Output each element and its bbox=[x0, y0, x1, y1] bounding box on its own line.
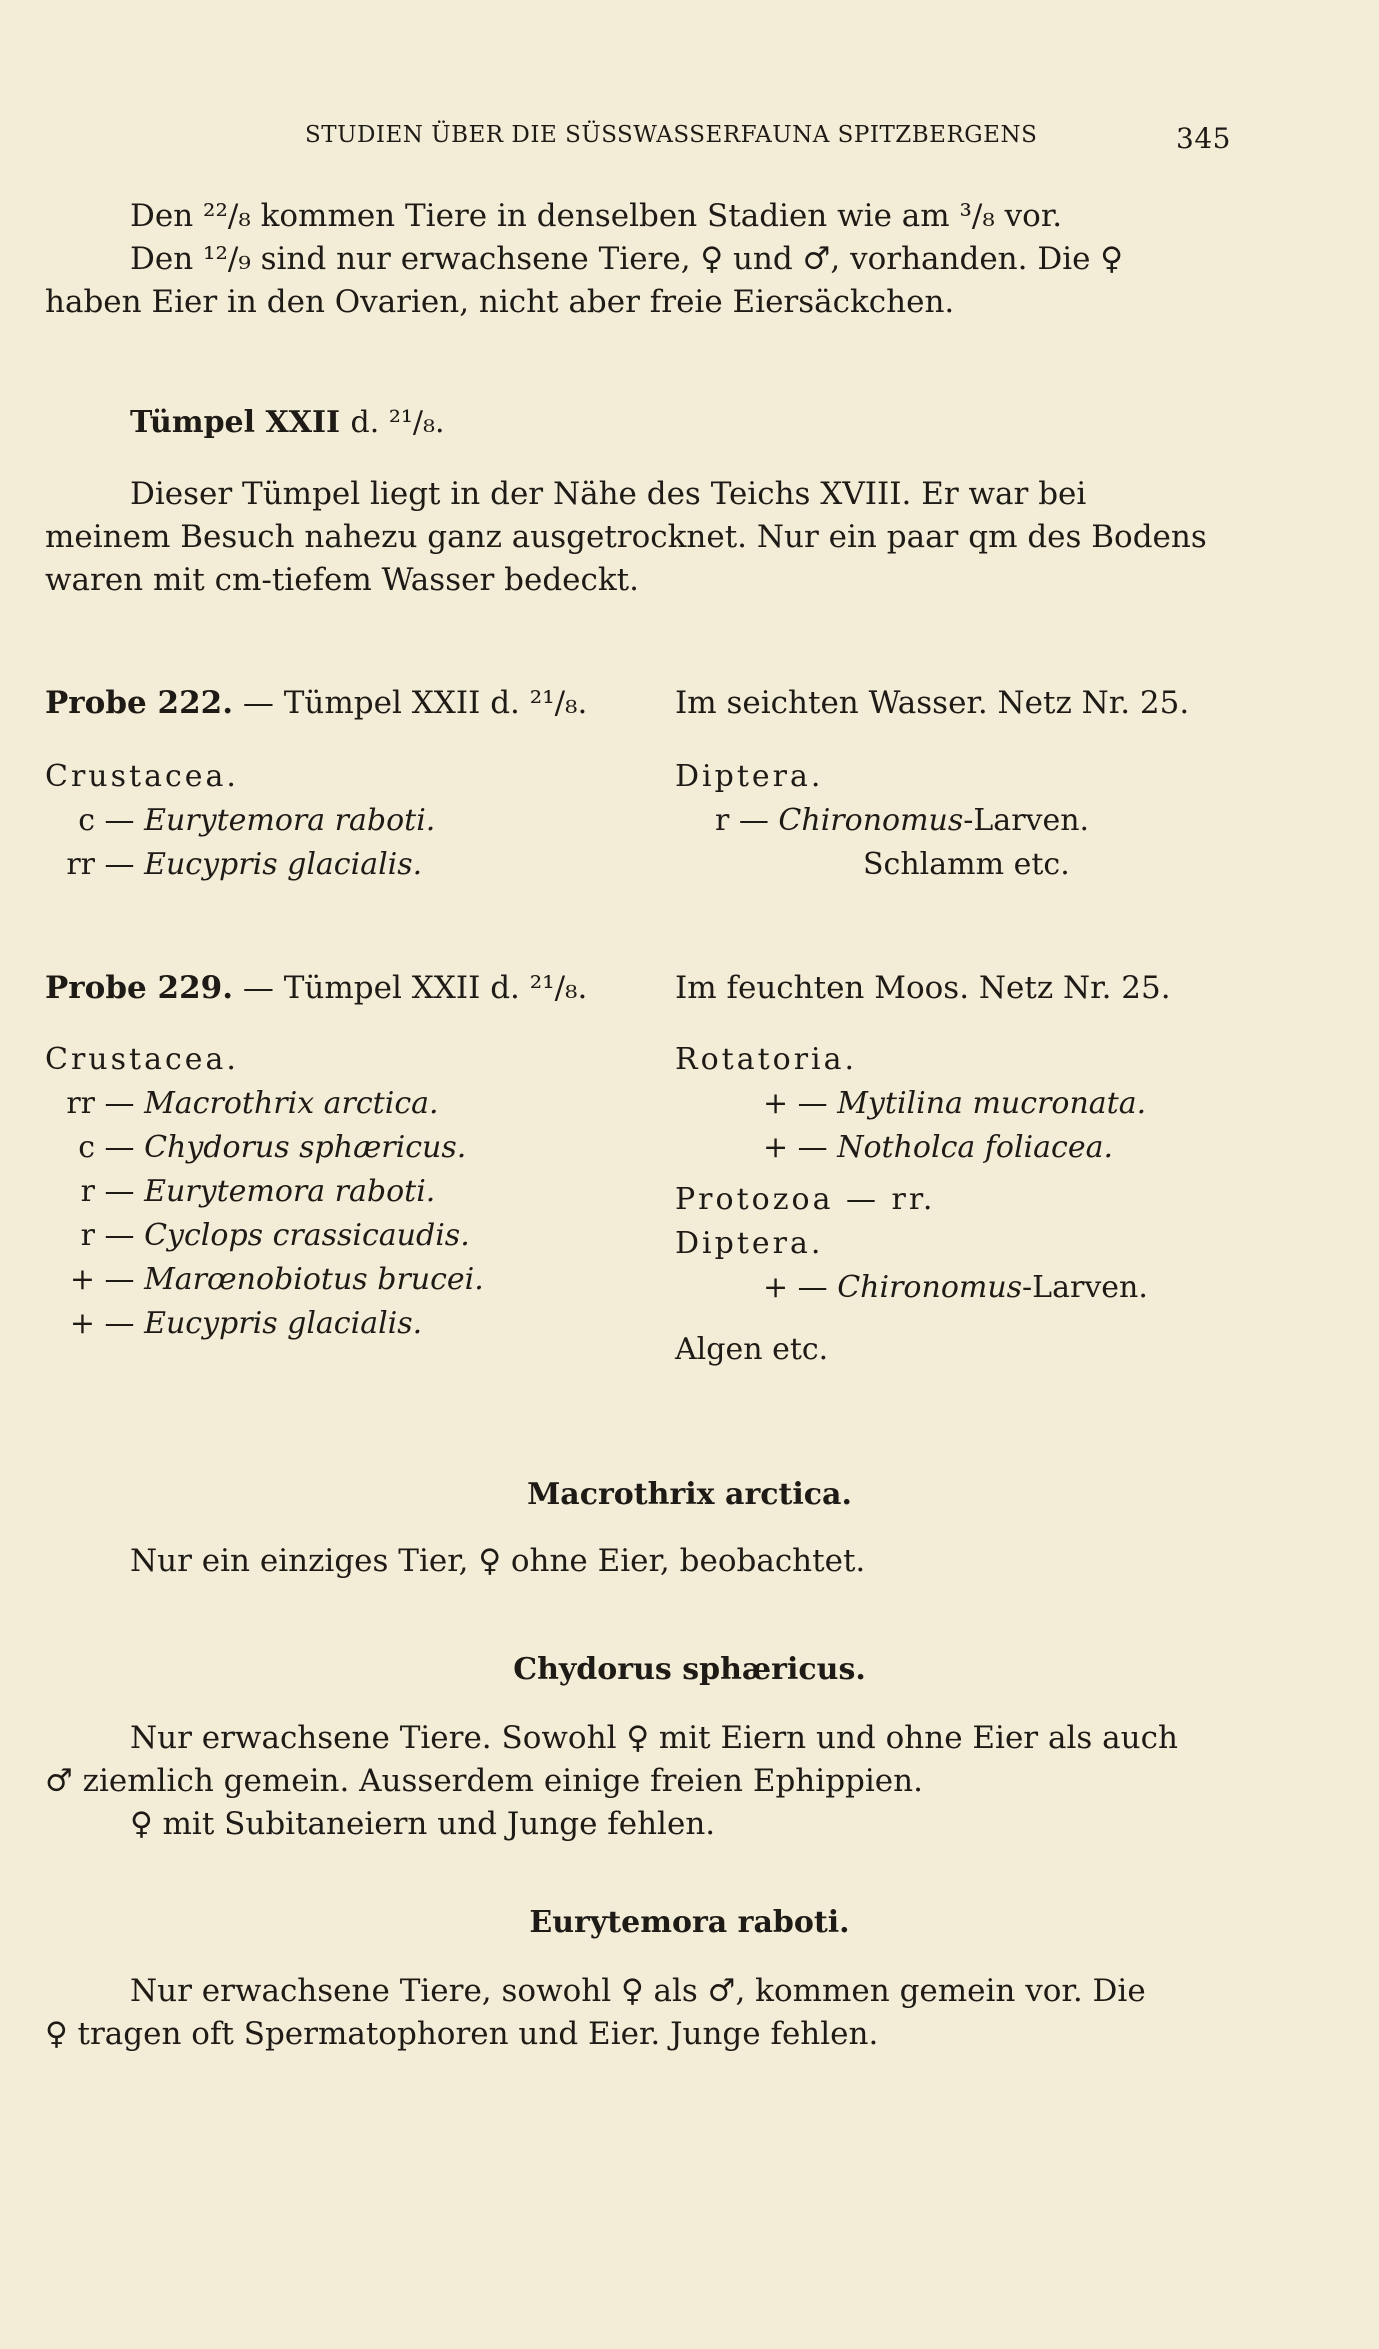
species-name: Eucypris glacialis. bbox=[144, 1306, 423, 1341]
species-name: Mytilina mucronata. bbox=[837, 1086, 1147, 1121]
abundance: rr bbox=[66, 1086, 95, 1121]
probe-229-crustacea-label: Crustacea. bbox=[45, 1042, 239, 1077]
pond-line-3: waren mit cm-tiefem Wasser bedeckt. bbox=[45, 562, 639, 598]
abundance: r bbox=[715, 803, 730, 838]
running-title: STUDIEN ÜBER DIE SÜSSWASSERFAUNA SPITZBERGENS bbox=[305, 122, 1038, 148]
species-suffix: -Larven. bbox=[963, 803, 1090, 838]
probe-222-desc: — Tümpel XXII d. ²¹/₈. bbox=[242, 685, 588, 721]
species-name: Eurytemora raboti. bbox=[144, 803, 436, 838]
page-number: 345 bbox=[1176, 122, 1231, 155]
species-name: Chironomus bbox=[778, 803, 964, 838]
intro-line-1: Den ²²/₈ kommen Tiere in denselben Stadien wie am ³/₈ vor. bbox=[130, 198, 1063, 234]
species-name: Eurytemora raboti. bbox=[144, 1174, 436, 1209]
species-name: Macrothrix arctica. bbox=[144, 1086, 439, 1121]
probe-222-diptera-label: Diptera. bbox=[675, 759, 824, 794]
abundance: + bbox=[69, 1306, 95, 1341]
species-suffix: -Larven. bbox=[1022, 1270, 1148, 1305]
eurytemora-line-1: Nur erwachsene Tiere, sowohl ♀ als ♂, kommen gemein vor. Die bbox=[130, 1973, 1146, 2009]
probe-229-algen: Algen etc. bbox=[675, 1332, 829, 1367]
eurytemora-paragraph bbox=[45, 1970, 1230, 2056]
pond-line-2: meinem Besuch nahezu ganz ausgetrocknet. Nur ein paar qm des Bodens bbox=[45, 519, 1207, 555]
abundance: + bbox=[763, 1130, 789, 1165]
list-item: + — Mytilina mucronata. bbox=[763, 1086, 1147, 1121]
species-name: Chironomus bbox=[837, 1270, 1023, 1305]
eurytemora-line-2: ♀ tragen oft Spermatophoren und Eier. Junge fehlen. bbox=[45, 2016, 879, 2052]
probe-229-rotatoria-label: Rotatoria. bbox=[675, 1042, 858, 1077]
intro-paragraph bbox=[45, 195, 1230, 324]
probe-229-habitat: Im feuchten Moos. Netz Nr. 25. bbox=[675, 970, 1171, 1006]
list-item: r — Chironomus-Larven. bbox=[715, 803, 1090, 838]
abundance: + bbox=[69, 1262, 95, 1297]
probe-229-label: Probe 229. bbox=[45, 970, 234, 1006]
probe-222-crustacea-label: Crustacea. bbox=[45, 759, 239, 794]
species-name: Chydorus sphæricus. bbox=[144, 1130, 467, 1165]
eurytemora-heading: Eurytemora raboti. bbox=[529, 1905, 850, 1940]
list-item: r — Cyclops crassicaudis. bbox=[45, 1214, 484, 1258]
species-name: Notholca foliacea. bbox=[837, 1130, 1114, 1165]
chydorus-line-2: ♂ ziemlich gemein. Ausserdem einige freien Ephippien. bbox=[45, 1763, 923, 1799]
abundance: c bbox=[78, 803, 95, 838]
abundance: c bbox=[78, 1130, 95, 1165]
pond-line-1: Dieser Tümpel liegt in der Nähe des Teichs XVIII. Er war bei bbox=[130, 476, 1087, 512]
list-item: + — Marœnobiotus brucei. bbox=[45, 1258, 484, 1302]
probe-222-habitat: Im seichten Wasser. Netz Nr. 25. bbox=[675, 685, 1190, 721]
pond-paragraph bbox=[45, 473, 1230, 602]
chydorus-line-1: Nur erwachsene Tiere. Sowohl ♀ mit Eiern und ohne Eier als auch bbox=[130, 1720, 1178, 1756]
chydorus-paragraph bbox=[45, 1717, 1230, 1846]
intro-line-3: haben Eier in den Ovarien, nicht aber freie Eiersäckchen. bbox=[45, 284, 955, 320]
list-item: rr — Eucypris glacialis. bbox=[45, 843, 435, 887]
probe-229-diptera-label: Diptera. bbox=[675, 1226, 824, 1261]
abundance: r bbox=[80, 1218, 95, 1253]
species-name: Marœnobiotus brucei. bbox=[144, 1262, 484, 1297]
list-item: rr — Macrothrix arctica. bbox=[45, 1082, 484, 1126]
pond-heading bbox=[130, 405, 445, 440]
macrothrix-heading: Macrothrix arctica. bbox=[527, 1477, 852, 1512]
list-item: c — Eurytemora raboti. bbox=[45, 799, 435, 843]
probe-229-protozoa: Protozoa — rr. bbox=[675, 1182, 936, 1217]
list-item: c — Chydorus sphæricus. bbox=[45, 1126, 484, 1170]
chydorus-line-3: ♀ mit Subitaneiern und Junge fehlen. bbox=[130, 1806, 716, 1842]
probe-222-right-column bbox=[675, 755, 1089, 887]
pond-heading-date: d. ²¹/₈. bbox=[350, 405, 445, 440]
species-name: Cyclops crassicaudis. bbox=[144, 1218, 470, 1253]
macrothrix-paragraph bbox=[45, 1540, 1230, 1583]
species-name: Eucypris glacialis. bbox=[144, 847, 423, 882]
probe-222-extra: Schlamm etc. bbox=[863, 847, 1070, 882]
abundance: + bbox=[763, 1086, 789, 1121]
probe-229-desc: — Tümpel XXII d. ²¹/₈. bbox=[242, 970, 588, 1006]
abundance: rr bbox=[66, 847, 95, 882]
probe-222-header bbox=[45, 685, 1190, 721]
probe-222-label: Probe 222. bbox=[45, 685, 234, 721]
probe-229-header bbox=[45, 970, 1171, 1006]
probe-222-left-column bbox=[45, 755, 435, 887]
list-item: r — Eurytemora raboti. bbox=[45, 1170, 484, 1214]
probe-229-left-column bbox=[45, 1038, 484, 1346]
chydorus-heading: Chydorus sphæricus. bbox=[513, 1652, 866, 1687]
abundance: r bbox=[80, 1174, 95, 1209]
list-item: + — Chironomus-Larven. bbox=[763, 1270, 1148, 1305]
abundance: + bbox=[763, 1270, 789, 1305]
list-item: + — Notholca foliacea. bbox=[763, 1130, 1114, 1165]
probe-229-right-column bbox=[675, 1038, 1148, 1372]
macrothrix-line-1: Nur ein einziges Tier, ♀ ohne Eier, beobachtet. bbox=[130, 1543, 866, 1579]
intro-line-2: Den ¹²/₉ sind nur erwachsene Tiere, ♀ und ♂, vorhanden. Die ♀ bbox=[130, 241, 1123, 277]
list-item: + — Eucypris glacialis. bbox=[45, 1302, 484, 1346]
pond-heading-name: Tümpel XXII bbox=[130, 405, 341, 440]
